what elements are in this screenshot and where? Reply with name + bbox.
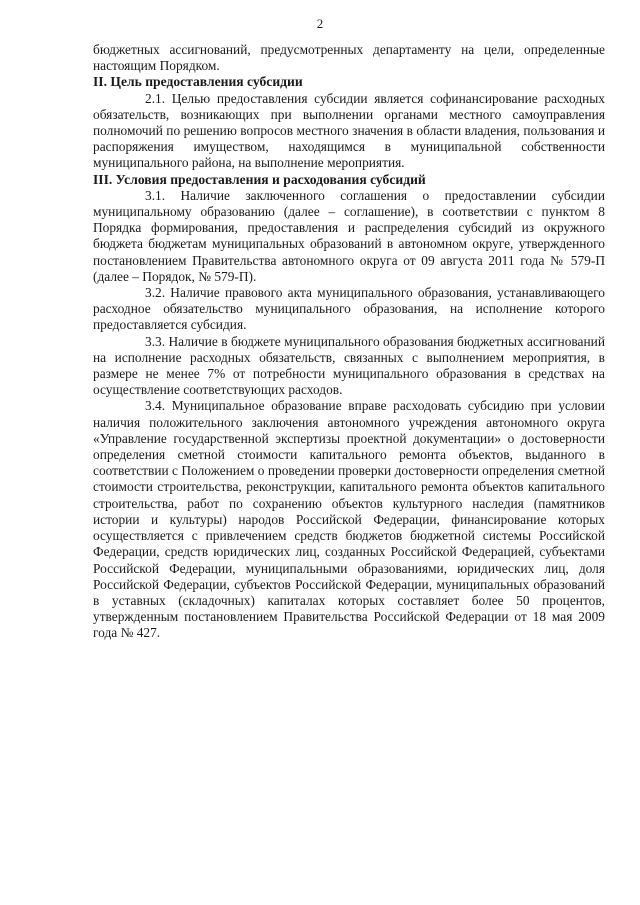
paragraph-3-2: 3.2. Наличие правового акта муниципального образования, устанавливающего расходное обязательство муниципального образования, на исполнение которого предоставляется субсидия.	[93, 285, 605, 333]
section-2-heading: II. Цель предоставления субсидии	[93, 74, 303, 90]
paragraph-3-1: 3.1. Наличие заключенного соглашения о предоставлении субсидии муниципальному образованию (далее – соглашение), в соответствии с пунктом 8 Порядка формирования, предоставления и распределения субсидий из окружного бюджета бюджетам муниципальных образований в автономном округе, утвержденного постановлением Правительства автономного округа от 09 августа 2011 года № 579-П (далее – Порядок, № 579-П).	[93, 187, 605, 284]
page-number: 2	[316, 16, 324, 31]
paragraph-3-4: 3.4. Муниципальное образование вправе расходовать субсидию при условии наличия положительного заключения автономного учреждения автономного округа «Управление государственной экспертизы проектной документации» о достоверности определения сметной стоимости капитального ремонта объектов, выданного в соответствии с Положением о проведении проверки достоверности определения сметной стоимости строительства, реконструкции, капитального ремонта объектов капитального строительства, работ по сохранению объектов культурного наследия (памятников истории и культуры) народов Российской Федерации, финансирование которых осуществляется с привлечением средств бюджетов бюджетной системы Российской Федерации, средств юридических лиц, созданных Российской Федерацией, субъектами Российской Федерации, муниципальными образованиями, юридических лиц, доля Российской Федерации, субъектов Российской Федерации, муниципальных образований в уставных (складочных) капиталах которых составляет более 50 процентов, утвержденным постановлением Правительства Российской Федерации от 18 мая 2009 года № 427.	[93, 398, 605, 641]
intro-paragraph: бюджетных ассигнований, предусмотренных департаменту на цели, определенные настоящим Порядком.	[93, 42, 605, 74]
document-body	[93, 42, 605, 642]
paragraph-2-1: 2.1. Целью предоставления субсидии является софинансирование расходных обязательств, возникающих при выполнении органами местного самоуправления полномочий по решению вопросов местного значения в области владения, пользования и распоряжения имуществом, находящимся в муниципальной собственности муниципального района, на выполнение мероприятия.	[93, 90, 605, 171]
paragraph-3-3: 3.3. Наличие в бюджете муниципального образования бюджетных ассигнований на исполнение расходных обязательств, связанных с выполнением мероприятия, в размере не менее 7% от потребности муниципального образования в средствах на осуществление соответствующих расходов.	[93, 333, 605, 398]
section-3-heading: III. Условия предоставления и расходования субсидий	[93, 171, 426, 187]
